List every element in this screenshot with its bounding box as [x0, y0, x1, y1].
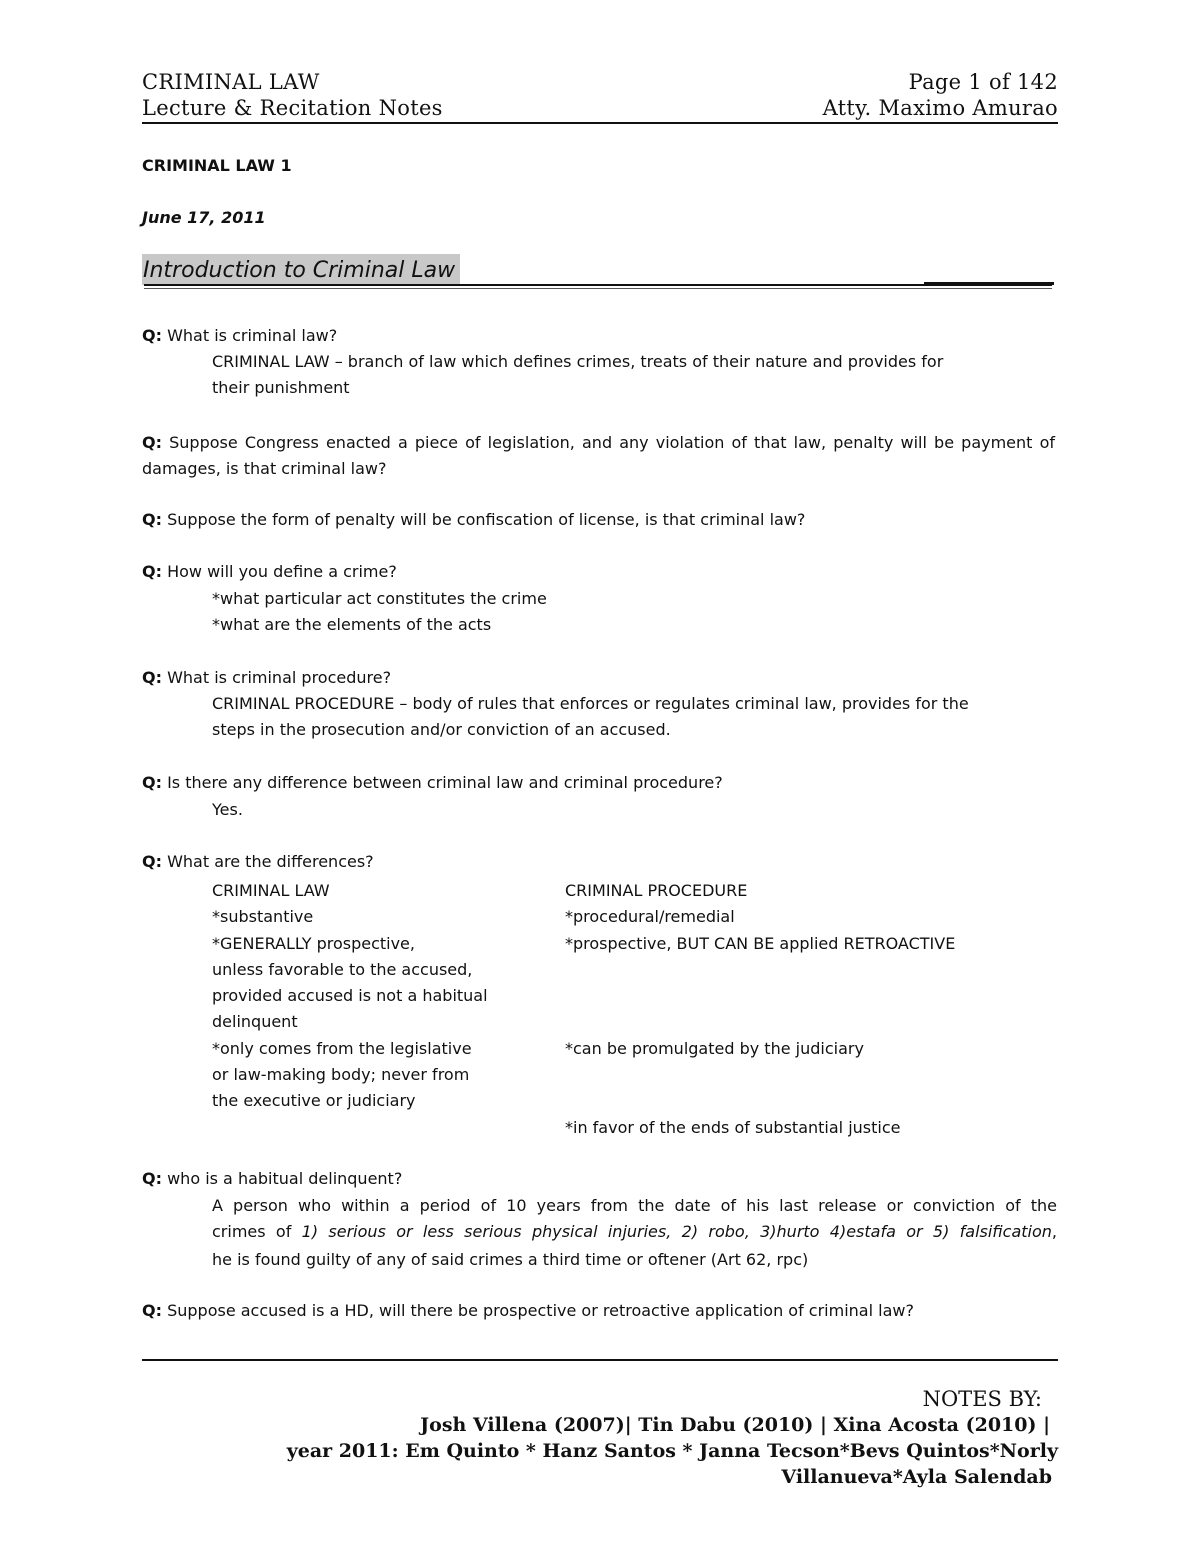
question-text: How will you define a crime?: [162, 562, 397, 581]
running-header-bottom: [142, 96, 1058, 120]
spacer: [565, 1062, 1065, 1088]
notes-authors-line-1: Josh Villena (2007)| Tin Dabu (2010) | Xina Acosta (2010) |: [420, 1414, 1050, 1436]
answer-6: Yes.: [212, 800, 243, 819]
section-title-tab-rule: [924, 282, 1054, 285]
list-item: *can be promulgated by the judiciary: [565, 1038, 864, 1058]
question-text: What are the differences?: [162, 852, 374, 871]
lecture-date: June 17, 2011: [142, 208, 266, 227]
notes-subtitle: Lecture & Recitation Notes: [142, 96, 443, 120]
spacer: [565, 957, 1065, 983]
list-item: *in favor of the ends of substantial justice: [565, 1117, 901, 1137]
question-2: [142, 430, 1055, 482]
question-text: who is a habitual delinquent?: [162, 1169, 403, 1188]
answer-1-line-1: CRIMINAL LAW – branch of law which defines crimes, treats of their nature and provides for: [212, 352, 944, 371]
answer-8-line-2: [212, 1219, 1057, 1245]
spacer: [565, 1009, 1065, 1035]
document-heading: CRIMINAL LAW 1: [142, 156, 292, 175]
q-marker: Q:: [142, 852, 162, 871]
question-6: [142, 773, 723, 792]
column-heading: CRIMINAL PROCEDURE: [565, 881, 748, 900]
question-7: [142, 852, 374, 871]
question-text: What is criminal law?: [162, 326, 338, 345]
q-marker: Q:: [142, 510, 162, 529]
question-5: [142, 668, 391, 687]
column-heading: CRIMINAL LAW: [212, 881, 330, 900]
question-text: Suppose Congress enacted a piece of legislation, and any violation of that law, penalty will be payment of damages, is that criminal law?: [142, 433, 1055, 478]
q-marker: Q:: [142, 1169, 162, 1188]
notes-by-block: [142, 1386, 1058, 1490]
q-marker: Q:: [142, 1301, 162, 1320]
question-text: Suppose accused is a HD, will there be prospective or retroactive application of criminal law?: [162, 1301, 914, 1320]
question-8: [142, 1169, 402, 1188]
answer-4-line-1: *what particular act constitutes the crime: [212, 589, 547, 608]
q-marker: Q:: [142, 562, 162, 581]
list-item-cont: the executive or judiciary: [212, 1091, 416, 1111]
author-name: Atty. Maximo Amurao: [822, 96, 1058, 120]
section-title-underline: [144, 284, 1052, 286]
q-marker: Q:: [142, 668, 162, 687]
criminal-law-column: [212, 878, 542, 1115]
header-rule: [142, 122, 1058, 124]
answer-text: ,: [1051, 1222, 1057, 1241]
list-item-cont: delinquent: [212, 1012, 298, 1032]
list-item: *prospective, BUT CAN BE applied RETROACTIVE: [565, 933, 956, 953]
question-1: [142, 326, 337, 345]
list-item-cont: unless favorable to the accused,: [212, 959, 473, 979]
page-number: Page 1 of 142: [908, 70, 1058, 94]
question-text: Suppose the form of penalty will be confiscation of license, is that criminal law?: [162, 510, 806, 529]
list-item-cont: provided accused is not a habitual: [212, 986, 488, 1006]
spacer: [565, 1088, 1065, 1114]
answer-1-line-2: their punishment: [212, 378, 350, 397]
answer-5-line-2: steps in the prosecution and/or conviction of an accused.: [212, 720, 671, 739]
notes-authors-line-2: year 2011: Em Quinto * Hanz Santos * Janna Tecson*Bevs Quintos*Norly: [286, 1440, 1058, 1462]
list-item: *GENERALLY prospective,: [212, 933, 415, 953]
q-marker: Q:: [142, 773, 162, 792]
course-title: CRIMINAL LAW: [142, 70, 320, 94]
spacer: [565, 983, 1065, 1009]
answer-5-line-1: CRIMINAL PROCEDURE – body of rules that enforces or regulates criminal law, provides for the: [212, 694, 969, 713]
criminal-procedure-column: [565, 878, 1065, 1141]
list-item-cont: or law-making body; never from: [212, 1065, 470, 1085]
running-header-top: [142, 70, 1058, 94]
question-9: [142, 1301, 914, 1320]
question-text: Is there any difference between criminal law and criminal procedure?: [162, 773, 723, 792]
q-marker: Q:: [142, 433, 162, 452]
answer-4-line-2: *what are the elements of the acts: [212, 615, 492, 634]
list-item: *procedural/remedial: [565, 907, 735, 927]
crimes-list: 1) serious or less serious physical injuries, 2) robo, 3)hurto 4)estafa or 5) falsification: [301, 1222, 1052, 1241]
section-title-text: Introduction to Criminal Law: [143, 258, 456, 283]
list-item: *substantive: [212, 907, 314, 927]
question-3: [142, 510, 805, 529]
q-marker: Q:: [142, 326, 162, 345]
question-4: [142, 562, 397, 581]
answer-8-line-3: he is found guilty of any of said crimes a third time or oftener (Art 62, rpc): [212, 1250, 809, 1269]
question-text: What is criminal procedure?: [162, 668, 392, 687]
section-title: [142, 254, 1054, 286]
document-page: [142, 0, 1058, 1553]
section-title-underline-thin: [144, 288, 1052, 289]
footer-rule: [142, 1359, 1058, 1361]
notes-by-label: NOTES BY:: [922, 1387, 1042, 1411]
list-item: *only comes from the legislative: [212, 1038, 472, 1058]
answer-text: crimes of: [212, 1222, 302, 1241]
notes-authors-line-3: Villanueva*Ayla Salendab: [781, 1466, 1052, 1488]
answer-8-line-1: A person who within a period of 10 years from the date of his last release or conviction of the: [212, 1196, 1057, 1215]
